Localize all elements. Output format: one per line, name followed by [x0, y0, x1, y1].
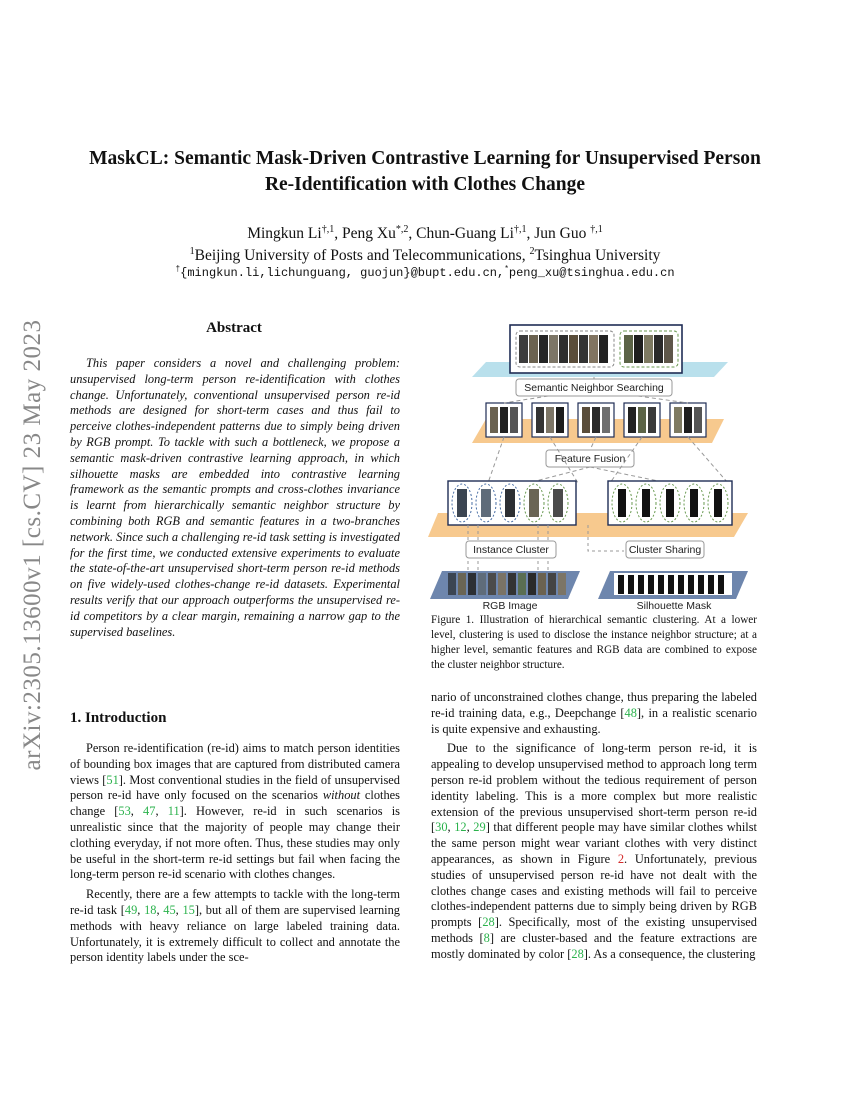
p3-text-2: ], in a realistic scenario is quite expensive and exhausting.	[431, 705, 757, 736]
introduction-heading: 1. Introduction	[70, 710, 167, 726]
feature-fusion-label: Feature Fusion	[554, 453, 626, 465]
semantic-neighbor-label: Semantic Neighbor Searching	[524, 382, 664, 394]
p4-sep-1: ,	[447, 820, 455, 835]
affiliations	[60, 245, 790, 267]
intro-paragraph-1	[70, 741, 400, 883]
abstract-paragraph: This paper considers a novel and challenging problem: unsupervised long-term person re-identification with clothes change. Unfortunately, conventional unsupervised person re-id methods are designed for short-term cases and thus fail to perceive clothes-independent patterns due to simply being driven by RGB prompt. To tackle with such a bottleneck, we propose a semantic mask-driven contrastive learning approach, in which silhouette masks are embedded into contrastive learning framework as the semantic prompts and cross-clothes invariance is learnt from hierarchically semantic neighbor structure by combining both RGB and semantic features in a two-branches network. Since such a challenging re-id task setting is investigated for the first time, we conducted extensive experiments to evaluate the state-of-the-art unsupervised short-term person re-id methods on five widely-used clothes-change re-id datasets. Experimental results verify that our approach outperforms the unsupervised re-id competitors by a clear margin, remaining a narrow gap to the supervised baselines.	[70, 356, 400, 639]
silhouette-strip	[614, 573, 732, 595]
left-column-body	[70, 741, 400, 966]
citation-12[interactable]: 12	[454, 820, 467, 835]
p4-text-6: ]. As a consequence, the clustering	[583, 946, 756, 961]
author-1: Mingkun Li	[247, 225, 322, 242]
figure-1-caption: Figure 1. Illustration of hierarchical semantic clustering. At a lower level, clustering is used to disclose the instance neighbor structure; at a higher level, semantic features and RGB data are combined to expose the cluster neighbor structure.	[431, 614, 757, 671]
citation-15[interactable]: 15	[182, 902, 195, 917]
citation-28-second[interactable]: 28	[571, 946, 584, 961]
email-tsinghua: peng_xu@tsinghua.edu.cn	[508, 266, 675, 280]
author-1-sup: †,1	[321, 223, 335, 235]
intro-paragraph-2	[70, 887, 400, 966]
title-line-2: Re-Identification with Clothes Change	[264, 174, 586, 195]
citation-11[interactable]: 11	[167, 804, 180, 819]
author-4-sup: †,1	[590, 223, 603, 235]
citation-51[interactable]: 51	[106, 772, 119, 787]
p1-sep-2: ,	[155, 804, 168, 819]
p2-sep-1: ,	[137, 902, 145, 917]
p1-text-4: ]. However, re-id in such scenarios is unrealistic since that the majority of people may change their clothing everyday, if not more often. Thus, these studies may only be useful in the short-term re-id settings but fail when facing the long-term person re-id scenario with clothes changes.	[70, 804, 400, 882]
p4-text-4: ]. Specifically, most of the existing unsupervised methods [	[431, 915, 757, 945]
p3-text-1: nario of unconstrained clothes change, thus preparing the labeled re-id training data, e.g., Deepchange [	[431, 690, 757, 720]
right-column-body	[431, 690, 757, 963]
title-line-1: MaskCL: Semantic Mask-Driven Contrastive Learning for Unsupervised Person	[89, 148, 761, 169]
citation-47[interactable]: 47	[143, 804, 156, 819]
p4-text-3: . Unfortunately, previous studies of unsupervised person re-id have not dealt with the clothes change cases and existing methods will fail to perceive clothes-independent patterns due to simply being driven by RGB prompts [	[431, 851, 757, 930]
citation-8[interactable]: 8	[483, 930, 490, 945]
email-star: *	[504, 266, 509, 274]
abstract-text	[70, 356, 400, 640]
affiliation-2: Tsinghua University	[534, 247, 661, 264]
p2-text-1: Recently, there are a few attempts to tackle with the long-term re-id task [	[70, 887, 400, 917]
p1-text-3: clothes change [	[70, 788, 400, 819]
author-3: Chun-Guang Li	[416, 225, 514, 242]
figure-1	[428, 315, 758, 611]
intro-paragraph-3	[431, 690, 757, 737]
citation-49[interactable]: 49	[124, 902, 138, 917]
figure-1-diagram	[428, 315, 758, 611]
affiliation-1: Beijing University of Posts and Telecommunications,	[194, 247, 526, 264]
citation-28[interactable]: 28	[482, 915, 495, 930]
citation-30[interactable]: 30	[435, 820, 448, 835]
p2-sep-3: ,	[175, 902, 183, 917]
email-bupt: {mingkun.li,lichunguang, guojun}@bupt.edu.cn,	[180, 266, 505, 280]
p4-sep-2: ,	[466, 820, 474, 835]
p4-text-5: ] are cluster-based and the feature extractions are mostly dominated by color [	[431, 930, 757, 961]
cluster-sharing-label: Cluster Sharing	[628, 544, 702, 556]
arxiv-identifier	[20, 285, 46, 805]
arxiv-id-text: arXiv:2305.13600v1 [cs.CV] 23 May 2023	[19, 319, 46, 771]
author-4: Jun Guo	[534, 225, 587, 242]
instance-cluster-label: Instance Cluster	[473, 544, 549, 556]
figure-2-reference[interactable]: 2	[617, 851, 625, 866]
middle-thumbnail-groups	[486, 403, 706, 437]
citation-53[interactable]: 53	[118, 804, 131, 819]
p4-text-1: Due to the significance of long-term person re-id, it is appealing to develop unsupervised method to approach long term person re-id problem without the tedious requirement of person identity labeling. This is a more complex but more realistic extension of the previous unsupervised short-term person re-id [	[431, 741, 757, 835]
affiliation-2-sup: 2	[529, 245, 535, 257]
p1-text-1: Person re-identification (re-id) aims to match person identities of bounding box images that are captured from distributed camera views [	[70, 741, 400, 787]
rgb-image-label: RGB Image	[482, 600, 538, 611]
author-2: Peng Xu	[342, 225, 396, 242]
p1-text-2: ]. Most conventional studies in the field of unsupervised person re-id have only focused on the scenarios	[70, 772, 400, 803]
citation-45[interactable]: 45	[163, 902, 176, 917]
p4-text-2: ] that different people may have similar clothes whilst the same person might wear variant clothes with very distinct appearances, as shown in Figure	[431, 820, 757, 866]
author-names: Mingkun $Li^{\dagger,1}$, Peng $Xu^{*,2}$, Chun-Guang $Li^{\dagger,1}$, Jun Guo $^{\dagger,1}$	[247, 223, 603, 242]
intro-paragraph-4	[431, 741, 757, 962]
email-dagger: †	[175, 266, 181, 274]
author-block	[60, 223, 790, 267]
paper-title	[60, 146, 790, 198]
author-2-sup: *,2	[395, 223, 409, 235]
abstract-heading: Abstract	[206, 320, 262, 336]
p2-sep-2: ,	[156, 902, 164, 917]
silhouette-mask-label: Silhouette Mask	[636, 600, 712, 611]
citation-48[interactable]: 48	[624, 705, 637, 720]
author-3-sup: †,1	[513, 223, 527, 235]
p1-sep-1: ,	[130, 804, 144, 819]
citation-29[interactable]: 29	[473, 820, 486, 835]
top-thumbnails	[519, 335, 673, 363]
author-emails	[60, 266, 790, 280]
affiliation-1-sup: 1	[189, 245, 195, 257]
p2-text-2: ], but all of them are supervised learning methods with heavy reliance on large labeled training data. Unfortunately, it is extremely difficult to collect and annotate the person identity labels under the sce-	[70, 902, 400, 965]
citation-18[interactable]: 18	[144, 902, 157, 917]
p1-emphasis: without	[322, 788, 361, 803]
